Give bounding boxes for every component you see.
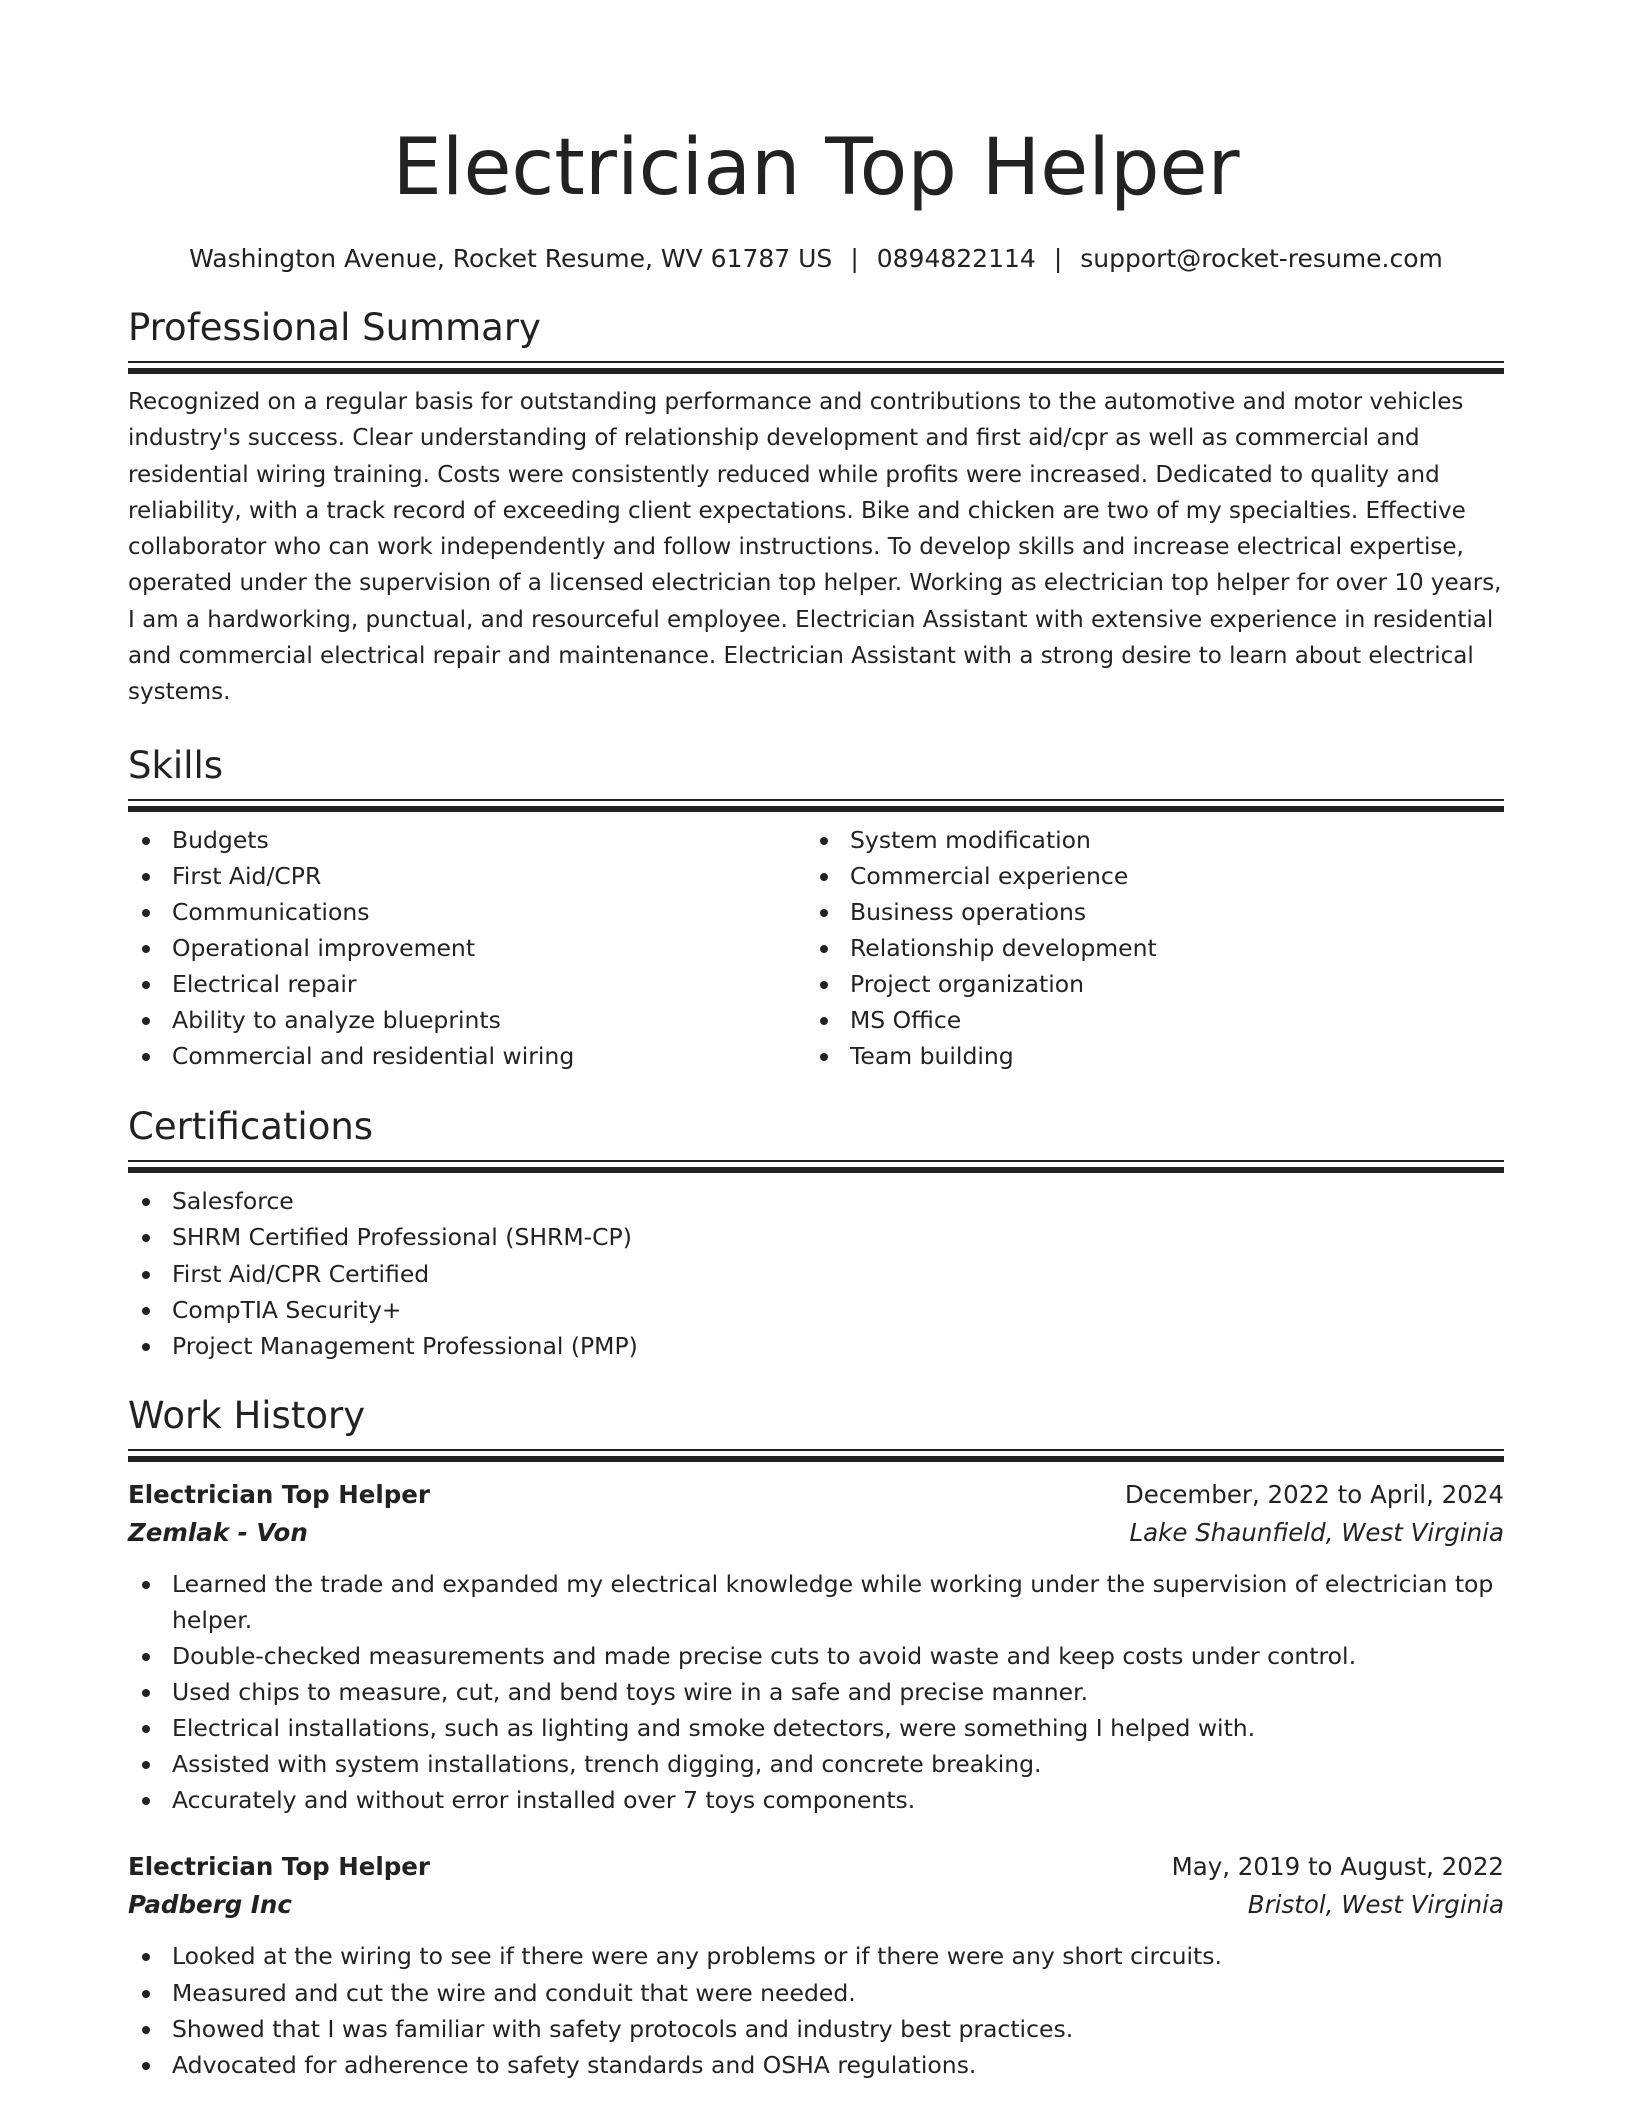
skills-list-right [806,822,1484,1075]
contact-email: support@rocket-resume.com [1080,244,1443,273]
section-divider [128,1160,1504,1173]
list-item: MS Office [806,1002,1484,1038]
contact-separator: | [850,244,859,273]
job-bullets [128,1566,1504,1819]
list-item: Double-checked measurements and made precise cuts to avoid waste and keep costs under control. [128,1638,1504,1674]
job-header [128,1476,1504,1514]
list-item: Project organization [806,966,1484,1002]
section-divider [128,799,1504,812]
list-item: Salesforce [128,1183,1504,1219]
job-entry [128,1848,1504,2082]
job-subheader [128,1514,1504,1552]
job-title: Electrician Top Helper [128,1479,431,1509]
job-header [128,1848,1504,1886]
job-bullets [128,1938,1504,2082]
list-item: Assisted with system installations, trench digging, and concrete breaking. [128,1746,1504,1782]
list-item: First Aid/CPR [128,858,806,894]
list-item: SHRM Certified Professional (SHRM-CP) [128,1219,1504,1255]
list-item: Electrical installations, such as lighting and smoke detectors, were something I helped with. [128,1710,1504,1746]
job-title: Electrician Top Helper [128,1852,431,1882]
list-item: Ability to analyze blueprints [128,1002,806,1038]
list-item: Project Management Professional (PMP) [128,1328,1504,1364]
section-title-certifications: Certifications [128,1105,374,1149]
resume-page [128,118,1504,2083]
skills-list-left [128,822,806,1075]
summary-text: Recognized on a regular basis for outstanding performance and contributions to the automotive and motor vehicles industry's success. Clear understanding of relationship development and first aid/cpr as well as commercial and residential wiring training. Costs were consistently reduced while profits were increased. Dedicated to quality and reliability, with a track record of exceeding client expectations. Bike and chicken are two of my specialties. Effective collaborator who can work independently and follow instructions. To develop skills and increase electrical expertise, operated under the supervision of a licensed electrician top helper. Working as electrician top helper for over 10 years, I am a hardworking, punctual, and resourceful employee. Electrician Assistant with extensive experience in residential and commercial electrical repair and maintenance. Electrician Assistant with a strong desire to learn about electrical systems. [128,389,1502,706]
resume-name: Electrician Top Helper [392,123,1240,213]
skills-section [128,741,1504,1075]
list-item: Operational improvement [128,930,806,966]
job-dates: December, 2022 to April, 2024 [1124,1479,1504,1509]
list-item: Looked at the wiring to see if there were any problems or if there were any short circuits. [128,1938,1504,1974]
job-company: Padberg Inc [128,1890,292,1920]
list-item: Relationship development [806,930,1484,966]
job-location: Bristol, West Virginia [1247,1890,1504,1920]
section-title-work-history: Work History [128,1393,366,1437]
section-divider [128,1449,1504,1462]
list-item: Used chips to measure, cut, and bend toys wire in a safe and precise manner. [128,1674,1504,1710]
contact-address: Washington Avenue, Rocket Resume, WV 61787 US [189,244,833,273]
list-item: Budgets [128,822,806,858]
skills-columns [128,822,1504,1075]
list-item: Learned the trade and expanded my electrical knowledge while working under the supervision of electrician top helper. [128,1566,1504,1638]
list-item: Commercial experience [806,858,1484,894]
list-item: Measured and cut the wire and conduit that were needed. [128,1975,1504,2011]
summary-section [128,303,1504,711]
contact-separator: | [1053,244,1063,273]
list-item: System modification [806,822,1484,858]
list-item: Advocated for adherence to safety standards and OSHA regulations. [128,2047,1504,2083]
contact-phone: 0894822114 [876,244,1036,273]
contact-line [128,242,1504,276]
job-company: Zemlak - Von [128,1517,308,1547]
job-entry [128,1476,1504,1819]
job-subheader [128,1886,1504,1924]
work-history-section [128,1391,1504,2083]
job-location: Lake Shaunfield, West Virginia [1129,1517,1504,1547]
list-item: Commercial and residential wiring [128,1038,806,1074]
list-item: Showed that I was familiar with safety protocols and industry best practices. [128,2011,1504,2047]
list-item: Electrical repair [128,966,806,1002]
certifications-list [128,1183,1504,1363]
list-item: Accurately and without error installed over 7 toys components. [128,1782,1504,1818]
list-item: Communications [128,894,806,930]
job-dates: May, 2019 to August, 2022 [1171,1852,1504,1882]
list-item: First Aid/CPR Certified [128,1256,1504,1292]
certifications-section [128,1102,1504,1363]
section-title-skills: Skills [128,743,224,787]
list-item: CompTIA Security+ [128,1292,1504,1328]
list-item: Team building [806,1038,1484,1074]
section-divider [128,361,1504,374]
section-title-summary: Professional Summary [128,306,541,349]
list-item: Business operations [806,894,1484,930]
